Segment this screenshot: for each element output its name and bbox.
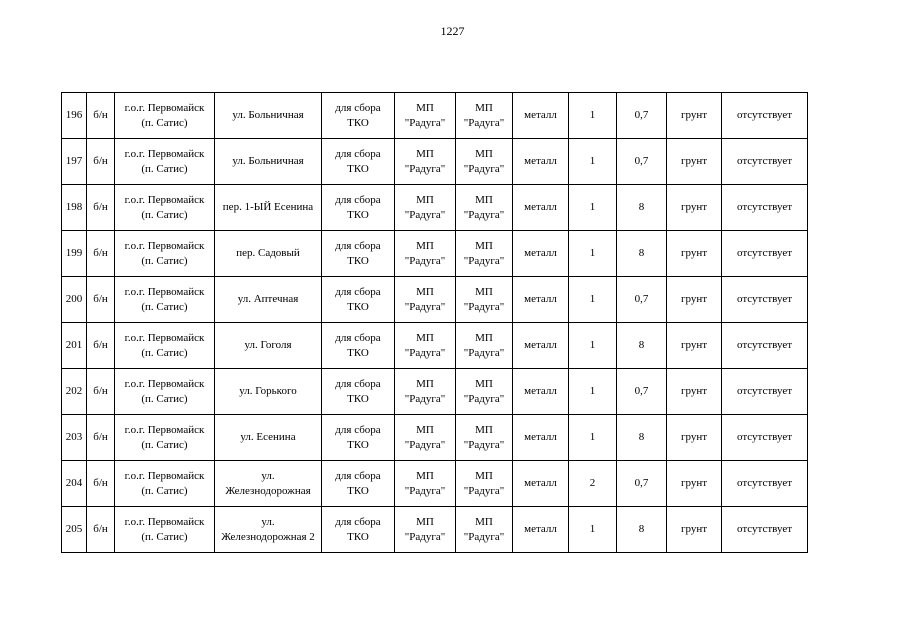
container-count-cell: 1	[569, 231, 617, 277]
surface-cell: грунт	[667, 139, 722, 185]
operator-line-1: МП	[475, 193, 493, 206]
operator-line-1: МП	[475, 469, 493, 482]
table-row	[62, 185, 808, 231]
table-row	[62, 231, 808, 277]
locality-cell	[115, 415, 215, 461]
locality-line-1: г.о.г. Первомайск	[124, 469, 205, 482]
locality-line-1: г.о.г. Первомайск	[124, 147, 205, 160]
operator-cell	[456, 507, 513, 553]
locality-line-2: (п. Сатис)	[141, 392, 188, 405]
volume-cell: 0,7	[617, 369, 667, 415]
table-row	[62, 369, 808, 415]
owner-line-1: МП	[416, 285, 434, 298]
house-number-cell: б/н	[87, 323, 115, 369]
container-count-cell: 1	[569, 369, 617, 415]
row-number-cell: 200	[62, 277, 87, 323]
row-number-cell: 202	[62, 369, 87, 415]
surface-cell: грунт	[667, 415, 722, 461]
purpose-line-2: ТКО	[347, 392, 369, 405]
status-cell: отсутствует	[722, 277, 808, 323]
owner-line-2: "Радуга"	[404, 300, 446, 313]
container-count-cell: 1	[569, 323, 617, 369]
locality-line-1: г.о.г. Первомайск	[124, 239, 205, 252]
table-row	[62, 507, 808, 553]
locality-cell	[115, 139, 215, 185]
page-number: 1227	[440, 24, 465, 38]
street-cell	[215, 323, 322, 369]
street-cell	[215, 461, 322, 507]
material-cell: металл	[513, 139, 569, 185]
locality-line-2: (п. Сатис)	[141, 530, 188, 543]
street-cell	[215, 231, 322, 277]
street-line-2: Железнодорожная 2	[221, 530, 315, 543]
owner-cell	[395, 93, 456, 139]
material-cell: металл	[513, 323, 569, 369]
owner-line-2: "Радуга"	[404, 346, 446, 359]
owner-line-2: "Радуга"	[404, 530, 446, 543]
purpose-line-2: ТКО	[347, 254, 369, 267]
surface-cell: грунт	[667, 507, 722, 553]
locality-cell	[115, 461, 215, 507]
operator-line-2: "Радуга"	[463, 162, 505, 175]
volume-cell: 8	[617, 415, 667, 461]
locality-line-1: г.о.г. Первомайск	[124, 285, 205, 298]
purpose-cell	[322, 139, 395, 185]
street-line-1: пер. Садовый	[236, 247, 300, 259]
street-line-1: ул. Больничная	[232, 155, 304, 167]
status-cell: отсутствует	[722, 461, 808, 507]
owner-line-1: МП	[416, 469, 434, 482]
table-row	[62, 323, 808, 369]
street-line-1: ул. Есенина	[240, 431, 296, 443]
house-number-cell: б/н	[87, 277, 115, 323]
surface-cell: грунт	[667, 93, 722, 139]
operator-line-1: МП	[475, 147, 493, 160]
material-cell: металл	[513, 461, 569, 507]
locality-line-1: г.о.г. Первомайск	[124, 515, 205, 528]
owner-line-2: "Радуга"	[404, 254, 446, 267]
operator-line-1: МП	[475, 515, 493, 528]
street-line-1: ул. Гоголя	[244, 339, 292, 351]
locality-line-1: г.о.г. Первомайск	[124, 101, 205, 114]
locality-line-2: (п. Сатис)	[141, 300, 188, 313]
surface-cell: грунт	[667, 323, 722, 369]
purpose-line-2: ТКО	[347, 346, 369, 359]
operator-cell	[456, 415, 513, 461]
container-count-cell: 1	[569, 415, 617, 461]
purpose-cell	[322, 507, 395, 553]
street-line-1: пер. 1-ЫЙ Есенина	[222, 201, 314, 213]
locality-line-2: (п. Сатис)	[141, 116, 188, 129]
purpose-line-2: ТКО	[347, 116, 369, 129]
purpose-cell	[322, 231, 395, 277]
operator-line-2: "Радуга"	[463, 438, 505, 451]
locality-line-2: (п. Сатис)	[141, 162, 188, 175]
volume-cell: 0,7	[617, 139, 667, 185]
street-cell	[215, 93, 322, 139]
purpose-line-2: ТКО	[347, 530, 369, 543]
table-row	[62, 461, 808, 507]
purpose-cell	[322, 323, 395, 369]
operator-cell	[456, 461, 513, 507]
street-line-1: ул. Аптечная	[237, 293, 299, 305]
operator-line-1: МП	[475, 377, 493, 390]
surface-cell: грунт	[667, 461, 722, 507]
status-cell: отсутствует	[722, 415, 808, 461]
purpose-line-2: ТКО	[347, 208, 369, 221]
operator-line-1: МП	[475, 423, 493, 436]
purpose-line-1: для сбора	[335, 377, 381, 390]
purpose-line-1: для сбора	[335, 285, 381, 298]
owner-line-2: "Радуга"	[404, 484, 446, 497]
volume-cell: 0,7	[617, 93, 667, 139]
operator-line-2: "Радуга"	[463, 116, 505, 129]
container-count-cell: 2	[569, 461, 617, 507]
row-number-cell: 205	[62, 507, 87, 553]
purpose-line-1: для сбора	[335, 515, 381, 528]
owner-line-2: "Радуга"	[404, 208, 446, 221]
purpose-line-1: для сбора	[335, 331, 381, 344]
owner-cell	[395, 507, 456, 553]
house-number-cell: б/н	[87, 369, 115, 415]
status-cell: отсутствует	[722, 185, 808, 231]
locality-line-2: (п. Сатис)	[141, 208, 188, 221]
volume-cell: 8	[617, 323, 667, 369]
house-number-cell: б/н	[87, 93, 115, 139]
row-number-cell: 201	[62, 323, 87, 369]
container-count-cell: 1	[569, 139, 617, 185]
house-number-cell: б/н	[87, 231, 115, 277]
material-cell: металл	[513, 507, 569, 553]
purpose-line-2: ТКО	[347, 162, 369, 175]
operator-line-2: "Радуга"	[463, 208, 505, 221]
purpose-line-1: для сбора	[335, 193, 381, 206]
owner-cell	[395, 369, 456, 415]
material-cell: металл	[513, 185, 569, 231]
operator-cell	[456, 185, 513, 231]
operator-cell	[456, 323, 513, 369]
operator-cell	[456, 369, 513, 415]
material-cell: металл	[513, 93, 569, 139]
owner-line-1: МП	[416, 239, 434, 252]
operator-cell	[456, 231, 513, 277]
locality-line-1: г.о.г. Первомайск	[124, 193, 205, 206]
locality-line-2: (п. Сатис)	[141, 484, 188, 497]
street-cell	[215, 369, 322, 415]
locality-cell	[115, 185, 215, 231]
house-number-cell: б/н	[87, 139, 115, 185]
status-cell: отсутствует	[722, 323, 808, 369]
operator-line-2: "Радуга"	[463, 484, 505, 497]
table-body	[62, 93, 808, 553]
container-count-cell: 1	[569, 185, 617, 231]
street-cell	[215, 139, 322, 185]
owner-line-1: МП	[416, 101, 434, 114]
house-number-cell: б/н	[87, 415, 115, 461]
table-row	[62, 415, 808, 461]
street-line-1: ул. Горького	[239, 385, 297, 397]
locality-line-1: г.о.г. Первомайск	[124, 377, 205, 390]
purpose-cell	[322, 93, 395, 139]
purpose-line-2: ТКО	[347, 484, 369, 497]
material-cell: металл	[513, 415, 569, 461]
owner-cell	[395, 323, 456, 369]
operator-line-2: "Радуга"	[463, 392, 505, 405]
street-cell	[215, 415, 322, 461]
street-cell	[215, 185, 322, 231]
surface-cell: грунт	[667, 185, 722, 231]
material-cell: металл	[513, 369, 569, 415]
operator-line-2: "Радуга"	[463, 530, 505, 543]
status-cell: отсутствует	[722, 93, 808, 139]
owner-line-2: "Радуга"	[404, 162, 446, 175]
owner-line-1: МП	[416, 423, 434, 436]
material-cell: металл	[513, 231, 569, 277]
house-number-cell: б/н	[87, 185, 115, 231]
purpose-line-2: ТКО	[347, 438, 369, 451]
material-cell: металл	[513, 277, 569, 323]
row-number-cell: 199	[62, 231, 87, 277]
row-number-cell: 204	[62, 461, 87, 507]
volume-cell: 0,7	[617, 461, 667, 507]
volume-cell: 8	[617, 231, 667, 277]
operator-line-2: "Радуга"	[463, 254, 505, 267]
table-row	[62, 93, 808, 139]
house-number-cell: б/н	[87, 461, 115, 507]
operator-line-1: МП	[475, 285, 493, 298]
container-count-cell: 1	[569, 507, 617, 553]
operator-cell	[456, 139, 513, 185]
surface-cell: грунт	[667, 231, 722, 277]
volume-cell: 8	[617, 185, 667, 231]
status-cell: отсутствует	[722, 139, 808, 185]
owner-cell	[395, 277, 456, 323]
locality-cell	[115, 369, 215, 415]
owner-cell	[395, 461, 456, 507]
status-cell: отсутствует	[722, 369, 808, 415]
purpose-line-1: для сбора	[335, 423, 381, 436]
purpose-line-1: для сбора	[335, 469, 381, 482]
container-count-cell: 1	[569, 93, 617, 139]
owner-line-1: МП	[416, 377, 434, 390]
purpose-cell	[322, 461, 395, 507]
locality-cell	[115, 507, 215, 553]
operator-line-1: МП	[475, 101, 493, 114]
operator-line-2: "Радуга"	[463, 346, 505, 359]
house-number-cell: б/н	[87, 507, 115, 553]
purpose-line-2: ТКО	[347, 300, 369, 313]
register-table	[61, 92, 808, 553]
owner-line-1: МП	[416, 193, 434, 206]
locality-cell	[115, 323, 215, 369]
table-row	[62, 277, 808, 323]
street-cell	[215, 507, 322, 553]
locality-cell	[115, 231, 215, 277]
volume-cell: 0,7	[617, 277, 667, 323]
owner-line-2: "Радуга"	[404, 392, 446, 405]
locality-cell	[115, 277, 215, 323]
locality-line-2: (п. Сатис)	[141, 438, 188, 451]
volume-cell: 8	[617, 507, 667, 553]
street-cell	[215, 277, 322, 323]
table-row	[62, 139, 808, 185]
purpose-line-1: для сбора	[335, 239, 381, 252]
container-count-cell: 1	[569, 277, 617, 323]
locality-line-1: г.о.г. Первомайск	[124, 331, 205, 344]
row-number-cell: 203	[62, 415, 87, 461]
owner-line-2: "Радуга"	[404, 438, 446, 451]
row-number-cell: 198	[62, 185, 87, 231]
owner-line-1: МП	[416, 515, 434, 528]
owner-cell	[395, 185, 456, 231]
surface-cell: грунт	[667, 369, 722, 415]
locality-line-2: (п. Сатис)	[141, 254, 188, 267]
purpose-cell	[322, 415, 395, 461]
operator-line-2: "Радуга"	[463, 300, 505, 313]
row-number-cell: 196	[62, 93, 87, 139]
owner-cell	[395, 415, 456, 461]
purpose-line-1: для сбора	[335, 147, 381, 160]
purpose-line-1: для сбора	[335, 101, 381, 114]
status-cell: отсутствует	[722, 231, 808, 277]
row-number-cell: 197	[62, 139, 87, 185]
locality-line-1: г.о.г. Первомайск	[124, 423, 205, 436]
status-cell: отсутствует	[722, 507, 808, 553]
owner-line-1: МП	[416, 331, 434, 344]
purpose-cell	[322, 185, 395, 231]
purpose-cell	[322, 277, 395, 323]
street-line-2: Железнодорожная	[225, 484, 311, 497]
operator-cell	[456, 277, 513, 323]
street-line-1: ул.	[261, 469, 275, 482]
operator-line-1: МП	[475, 331, 493, 344]
owner-cell	[395, 139, 456, 185]
operator-cell	[456, 93, 513, 139]
street-line-1: ул.	[261, 515, 275, 528]
owner-cell	[395, 231, 456, 277]
locality-line-2: (п. Сатис)	[141, 346, 188, 359]
locality-cell	[115, 93, 215, 139]
street-line-1: ул. Больничная	[232, 109, 304, 121]
surface-cell: грунт	[667, 277, 722, 323]
purpose-cell	[322, 369, 395, 415]
owner-line-2: "Радуга"	[404, 116, 446, 129]
owner-line-1: МП	[416, 147, 434, 160]
operator-line-1: МП	[475, 239, 493, 252]
